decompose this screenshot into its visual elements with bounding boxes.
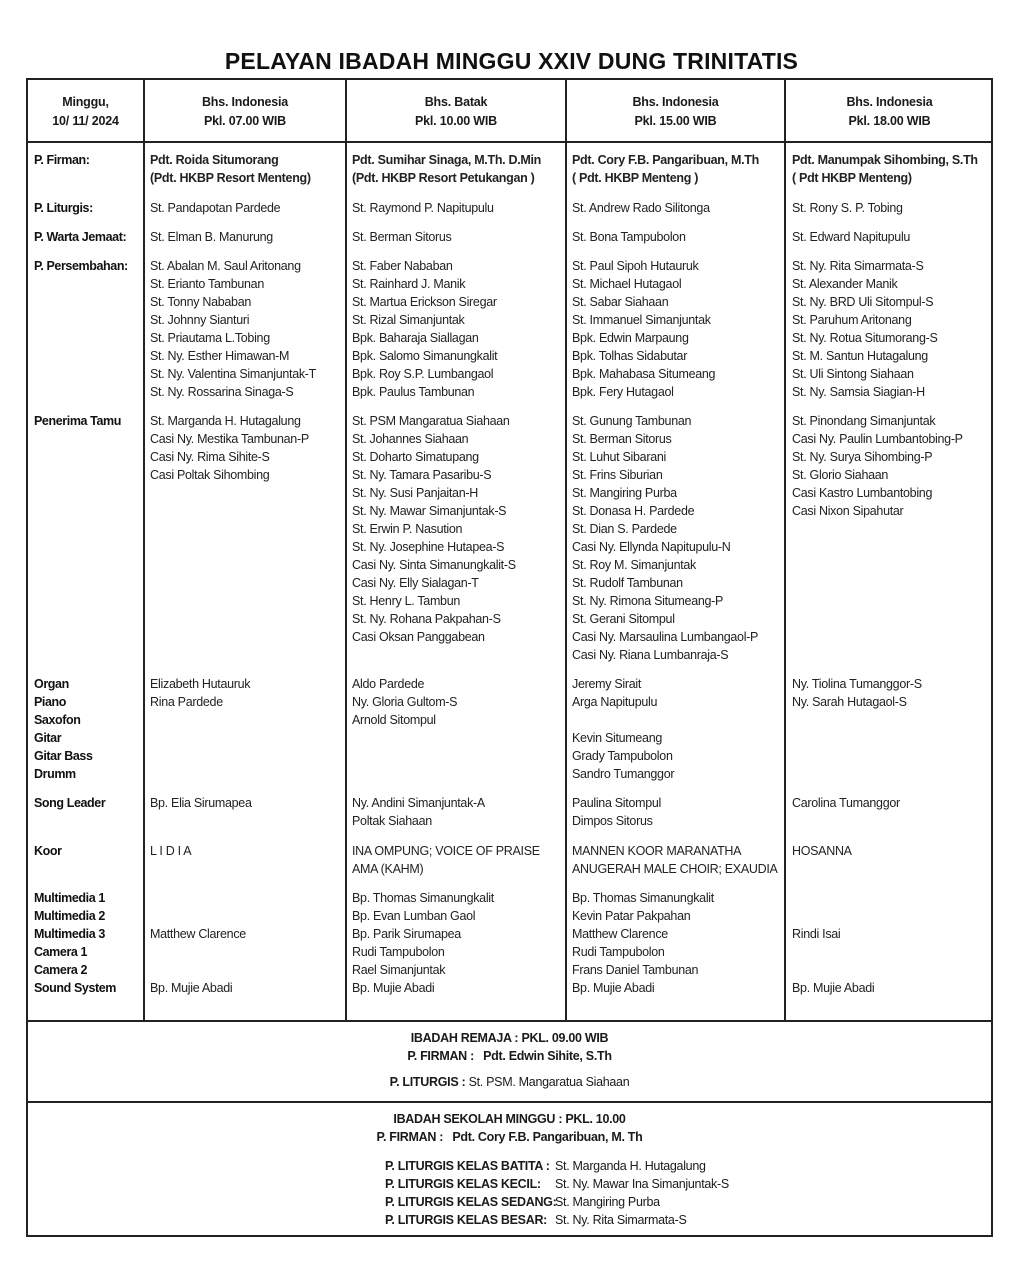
person-name: Casi Oksan Panggabean (352, 630, 485, 644)
remaja-liturgis-label: P. LITURGIS : (389, 1075, 466, 1089)
person-name: St. Ny. Esther Himawan-M (150, 349, 290, 363)
person-name (352, 765, 457, 783)
role-label: Organ (34, 677, 69, 691)
service-language: Bhs. Batak (424, 95, 488, 109)
person-name: Bpk. Mahabasa Situmeang (572, 367, 716, 381)
person-name: Paulina Sitompul (572, 796, 662, 810)
person-name: St. Priautama L.Tobing (150, 331, 270, 345)
row-label-koor: Koor (34, 844, 62, 858)
person-name: Casi Ny. Ellynda Napitupulu-N (572, 540, 731, 554)
person-name: St. Abalan M. Saul Aritonang (150, 259, 301, 273)
person-name: Bpk. Salomo Simanungkalit (352, 349, 498, 363)
remaja-firman-value: Pdt. Edwin Sihite, S.Th (483, 1049, 612, 1063)
person-name: Jeremy Sirait (572, 677, 642, 691)
person-name: St. Pinondang Simanjuntak (792, 414, 936, 428)
person-name: St. Rizal Simanjuntak (352, 313, 465, 327)
role-label: Saxofon (34, 713, 81, 727)
person-name: St. Elman B. Manurung (150, 230, 273, 244)
person-name: Bp. Thomas Simanungkalit (572, 891, 714, 905)
person-name: Casi Ny. Paulin Lumbantobing-P (792, 432, 963, 446)
kelas-label: P. LITURGIS KELAS KECIL: (385, 1177, 541, 1191)
person-name: St. Johannes Siahaan (352, 432, 469, 446)
person-name: St. Glorio Siahaan (792, 468, 889, 482)
person-name (150, 943, 246, 961)
person-name (150, 747, 250, 765)
person-name: St. Rony S. P. Tobing (792, 201, 903, 215)
person-name: MANNEN KOOR MARANATHA (572, 844, 742, 858)
remaja-firman-label: P. FIRMAN : (407, 1049, 474, 1063)
person-name: Bp. Parik Sirumapea (352, 927, 461, 941)
person-name (150, 729, 250, 747)
person-name: St. Paruhum Aritonang (792, 313, 912, 327)
person-name: Casi Ny. Marsaulina Lumbangaol-P (572, 630, 759, 644)
column-divider (345, 78, 347, 1022)
koor-cell (792, 842, 852, 860)
person-name (150, 765, 250, 783)
role-label: Camera 2 (34, 963, 88, 977)
service-header-3 (567, 93, 784, 131)
person-name: St. Ny. BRD Uli Sitompul-S (792, 295, 934, 309)
person-name: Bpk. Roy S.P. Lumbangaol (352, 367, 494, 381)
liturgis-cell (572, 199, 710, 217)
person-name: St. Pandapotan Pardede (150, 201, 281, 215)
person-name (792, 747, 922, 765)
column-divider (784, 78, 786, 1022)
person-name: Casi Poltak Sihombing (150, 468, 270, 482)
music-cell (352, 675, 457, 783)
person-name: St. Marganda H. Hutagalung (150, 414, 301, 428)
person-name (150, 907, 246, 925)
kelas-row (385, 1211, 729, 1229)
service-time: Pkl. 15.00 WIB (634, 114, 717, 128)
person-name: Bpk. Edwin Marpaung (572, 331, 689, 345)
person-name: St. Rainhard J. Manik (352, 277, 466, 291)
kelas-value: St. Ny. Rita Simarmata-S (555, 1213, 687, 1227)
warta-cell (792, 228, 910, 246)
kelas-row (385, 1175, 729, 1193)
person-name: Bp. Elia Sirumapea (150, 796, 252, 810)
role-label: Gitar (34, 731, 62, 745)
person-name (352, 729, 457, 747)
person-name: St. Ny. Rotua Situmorang-S (792, 331, 938, 345)
person-name: L I D I A (150, 844, 192, 858)
warta-cell (572, 228, 686, 246)
person-name: Elizabeth Hutauruk (150, 677, 251, 691)
person-name: Rael Simanjuntak (352, 963, 446, 977)
person-name: Casi Ny. Mestika Tambunan-P (150, 432, 309, 446)
person-name (792, 889, 874, 907)
person-name: Kevin Patar Pakpahan (572, 909, 691, 923)
kelas-label: P. LITURGIS KELAS BATITA : (385, 1159, 550, 1173)
persembahan-cell (150, 257, 316, 401)
person-name: Matthew Clarence (150, 927, 246, 941)
person-name: Poltak Siahaan (352, 814, 432, 828)
koor-cell (352, 842, 540, 878)
service-header-2 (347, 93, 565, 131)
person-name: St. Ny. Rimona Situmeang-P (572, 594, 724, 608)
person-name: AMA (KAHM) (352, 862, 424, 876)
header-divider (26, 141, 993, 143)
person-name: Bpk. Fery Hutagaol (572, 385, 674, 399)
person-name (792, 943, 874, 961)
date-value: 10/ 11/ 2024 (52, 114, 119, 128)
person-name: Pdt. Roida Situmorang (150, 153, 279, 167)
person-name: St. Luhut Sibarani (572, 450, 666, 464)
song-leader-cell (792, 794, 900, 812)
person-name: St. Alexander Manik (792, 277, 898, 291)
firman-cell (572, 151, 759, 187)
person-name: Bpk. Baharaja Siallagan (352, 331, 479, 345)
kelas-label: P. LITURGIS KELAS BESAR: (385, 1213, 548, 1227)
service-time: Pkl. 10.00 WIB (415, 114, 497, 128)
person-name: Bp. Thomas Simanungkalit (352, 891, 494, 905)
person-name: St. Ny. Tamara Pasaribu-S (352, 468, 492, 482)
kelas-value: St. Ny. Mawar Ina Simanjuntak-S (555, 1177, 729, 1191)
person-name: Rudi Tampubolon (352, 945, 445, 959)
role-label: Multimedia 3 (34, 927, 105, 941)
penerima-cell (572, 412, 758, 664)
column-divider (143, 78, 145, 1022)
remaja-divider (26, 1101, 993, 1103)
service-language: Bhs. Indonesia (632, 95, 719, 109)
person-name: St. Berman Sitorus (352, 230, 452, 244)
remaja-liturgis-value: St. PSM. Mangaratua Siahaan (468, 1075, 630, 1089)
kelas-row (385, 1157, 729, 1175)
person-name: St. Erianto Tambunan (150, 277, 264, 291)
person-name: Frans Daniel Tambunan (572, 963, 699, 977)
penerima-cell (352, 412, 516, 646)
music-cell (150, 675, 250, 783)
person-name: Rina Pardede (150, 695, 223, 709)
person-name: ( Pdt HKBP Menteng) (792, 171, 912, 185)
person-name: St. Raymond P. Napitupulu (352, 201, 494, 215)
person-name (792, 765, 922, 783)
row-label-music (34, 675, 93, 783)
koor-cell (150, 842, 191, 860)
kelas-row (385, 1193, 729, 1211)
person-name: Ny. Tiolina Tumanggor-S (792, 677, 922, 691)
role-label: Camera 1 (34, 945, 88, 959)
date-header (28, 93, 143, 131)
person-name: Carolina Tumanggor (792, 796, 900, 810)
sekolah-minggu-firman-label: P. FIRMAN : (376, 1130, 444, 1144)
person-name: Matthew Clarence (572, 927, 668, 941)
person-name: Arga Napitupulu (572, 695, 658, 709)
person-name: St. Ny. Josephine Hutapea-S (352, 540, 505, 554)
remaja-section (26, 1029, 993, 1091)
person-name: St. Ny. Valentina Simanjuntak-T (150, 367, 317, 381)
person-name: St. Johnny Sianturi (150, 313, 250, 327)
koor-cell (572, 842, 778, 878)
person-name (792, 961, 874, 979)
person-name: St. Berman Sitorus (572, 432, 672, 446)
role-label: Multimedia 2 (34, 909, 105, 923)
column-divider (565, 78, 567, 1022)
song-leader-cell (150, 794, 252, 812)
person-name: Ny. Sarah Hutagaol-S (792, 695, 907, 709)
person-name (150, 961, 246, 979)
person-name: Ny. Andini Simanjuntak-A (352, 796, 485, 810)
person-name: St. Uli Sintong Siahaan (792, 367, 914, 381)
person-name: St. Ny. Samsia Siagian-H (792, 385, 925, 399)
person-name: Casi Ny. Riana Lumbanraja-S (572, 648, 729, 662)
row-label-firman: P. Firman: (34, 153, 90, 167)
person-name: St. Ny. Susi Panjaitan-H (352, 486, 478, 500)
person-name: St. Ny. Rita Simarmata-S (792, 259, 924, 273)
media-cell (352, 889, 494, 997)
person-name: St. Roy M. Simanjuntak (572, 558, 697, 572)
person-name: Pdt. Sumihar Sinaga, M.Th. D.Min (352, 153, 542, 167)
person-name (792, 907, 874, 925)
person-name: St. Sabar Siahaan (572, 295, 669, 309)
penerima-cell (150, 412, 309, 484)
firman-cell (352, 151, 541, 187)
person-name: INA OMPUNG; VOICE OF PRAISE (352, 844, 540, 858)
role-label: Drumm (34, 767, 76, 781)
row-label-liturgis: P. Liturgis: (34, 201, 93, 215)
row-label-warta: P. Warta Jemaat: (34, 230, 127, 244)
person-name: St. Dian S. Pardede (572, 522, 677, 536)
row-label-media (34, 889, 116, 997)
media-cell (572, 889, 714, 997)
firman-cell (792, 151, 978, 187)
person-name: St. M. Santun Hutagalung (792, 349, 928, 363)
person-name: St. PSM Mangaratua Siahaan (352, 414, 510, 428)
person-name (792, 711, 922, 729)
person-name: Pdt. Cory F.B. Pangaribuan, M.Th (572, 153, 759, 167)
person-name: Bp. Mujie Abadi (150, 981, 233, 995)
person-name: St. Tonny Nababan (150, 295, 251, 309)
row-label-song-leader: Song Leader (34, 796, 106, 810)
person-name (572, 711, 674, 729)
person-name: St. Ny. Rohana Pakpahan-S (352, 612, 501, 626)
person-name: St. Gunung Tambunan (572, 414, 692, 428)
person-name: Casi Ny. Sinta Simanungkalit-S (352, 558, 516, 572)
person-name: ANUGERAH MALE CHOIR; EXAUDIA (572, 862, 778, 876)
person-name: Bp. Mujie Abadi (352, 981, 435, 995)
service-header-1 (145, 93, 345, 131)
person-name: St. Faber Nababan (352, 259, 453, 273)
person-name (150, 711, 250, 729)
person-name: Ny. Gloria Gultom-S (352, 695, 458, 709)
person-name: Pdt. Manumpak Sihombing, S.Th (792, 153, 978, 167)
row-label-persembahan: P. Persembahan: (34, 259, 128, 273)
service-header-4 (786, 93, 993, 131)
remaja-heading: IBADAH REMAJA : PKL. 09.00 WIB (410, 1031, 609, 1045)
service-language: Bhs. Indonesia (846, 95, 933, 109)
person-name: St. Michael Hutagaol (572, 277, 682, 291)
kelas-label: P. LITURGIS KELAS SEDANG: (385, 1195, 557, 1209)
role-label: Multimedia 1 (34, 891, 105, 905)
service-language: Bhs. Indonesia (201, 95, 289, 109)
person-name: ( Pdt. HKBP Menteng ) (572, 171, 699, 185)
kelas-value: St. Mangiring Purba (555, 1195, 660, 1209)
song-leader-cell (352, 794, 485, 830)
person-name: (Pdt. HKBP Resort Petukangan ) (352, 171, 535, 185)
person-name: St. Ny. Surya Sihombing-P (792, 450, 933, 464)
person-name: Casi Ny. Rima Sihite-S (150, 450, 270, 464)
person-name: St. Ny. Mawar Simanjuntak-S (352, 504, 507, 518)
liturgis-cell (150, 199, 280, 217)
role-label: Gitar Bass (34, 749, 93, 763)
person-name: St. Edward Napitupulu (792, 230, 911, 244)
music-cell (572, 675, 674, 783)
liturgis-cell (792, 199, 903, 217)
person-name: Rudi Tampubolon (572, 945, 665, 959)
service-time: Pkl. 07.00 WIB (204, 114, 286, 128)
person-name: Rindi Isai (792, 927, 841, 941)
person-name: Aldo Pardede (352, 677, 425, 691)
person-name: St. Frins Siburian (572, 468, 663, 482)
kelas-value: St. Marganda H. Hutagalung (555, 1159, 706, 1173)
person-name: St. Bona Tampubolon (572, 230, 686, 244)
person-name: Casi Nixon Sipahutar (792, 504, 904, 518)
song-leader-cell (572, 794, 661, 830)
service-time: Pkl. 18.00 WIB (848, 114, 931, 128)
person-name (150, 889, 246, 907)
music-cell (792, 675, 922, 783)
person-name: Bp. Mujie Abadi (792, 981, 875, 995)
person-name: St. Doharto Simatupang (352, 450, 479, 464)
person-name: Bpk. Paulus Tambunan (352, 385, 475, 399)
persembahan-cell (572, 257, 715, 401)
person-name: Casi Kastro Lumbantobing (792, 486, 933, 500)
person-name: Sandro Tumanggor (572, 767, 675, 781)
penerima-cell (792, 412, 963, 520)
person-name: St. Paul Sipoh Hutauruk (572, 259, 699, 273)
kelas-list (385, 1157, 729, 1229)
persembahan-cell (792, 257, 938, 401)
sekolah-minggu-heading: IBADAH SEKOLAH MINGGU : PKL. 10.00 (393, 1112, 626, 1126)
person-name (792, 729, 922, 747)
person-name: Casi Ny. Elly Sialagan-T (352, 576, 479, 590)
person-name: St. Erwin P. Nasution (352, 522, 463, 536)
person-name: St. Martua Erickson Siregar (352, 295, 497, 309)
person-name: Grady Tampubolon (572, 749, 673, 763)
person-name: Bp. Evan Lumban Gaol (352, 909, 476, 923)
firman-cell (150, 151, 311, 187)
person-name: St. Immanuel Simanjuntak (572, 313, 711, 327)
person-name: St. Andrew Rado Silitonga (572, 201, 710, 215)
person-name: Kevin Situmeang (572, 731, 663, 745)
warta-cell (352, 228, 452, 246)
liturgis-cell (352, 199, 494, 217)
person-name: Bp. Mujie Abadi (572, 981, 655, 995)
person-name: St. Ny. Rossarina Sinaga-S (150, 385, 294, 399)
person-name: Arnold Sitompul (352, 713, 436, 727)
person-name: Bpk. Tolhas Sidabutar (572, 349, 688, 363)
row-label-penerima: Penerima Tamu (34, 414, 121, 428)
person-name: St. Donasa H. Pardede (572, 504, 695, 518)
sekolah-minggu-firman-value: Pdt. Cory F.B. Pangaribuan, M. Th (452, 1130, 643, 1144)
media-cell (150, 889, 246, 997)
date-label: Minggu, (62, 95, 109, 109)
person-name: Dimpos Sitorus (572, 814, 653, 828)
person-name: (Pdt. HKBP Resort Menteng) (150, 171, 311, 185)
warta-cell (150, 228, 273, 246)
person-name: St. Gerani Sitompul (572, 612, 675, 626)
media-cell (792, 889, 874, 997)
sekolah-minggu-section (26, 1110, 993, 1146)
person-name: St. Rudolf Tambunan (572, 576, 683, 590)
role-label: Sound System (34, 981, 117, 995)
person-name: St. Mangiring Purba (572, 486, 677, 500)
person-name: HOSANNA (792, 844, 852, 858)
page-title: PELAYAN IBADAH MINGGU XXIV DUNG TRINITATIS (224, 48, 799, 74)
persembahan-cell (352, 257, 497, 401)
person-name: St. Henry L. Tambun (352, 594, 461, 608)
person-name (352, 747, 457, 765)
role-label: Piano (34, 695, 67, 709)
table-bottom-divider (26, 1020, 993, 1022)
